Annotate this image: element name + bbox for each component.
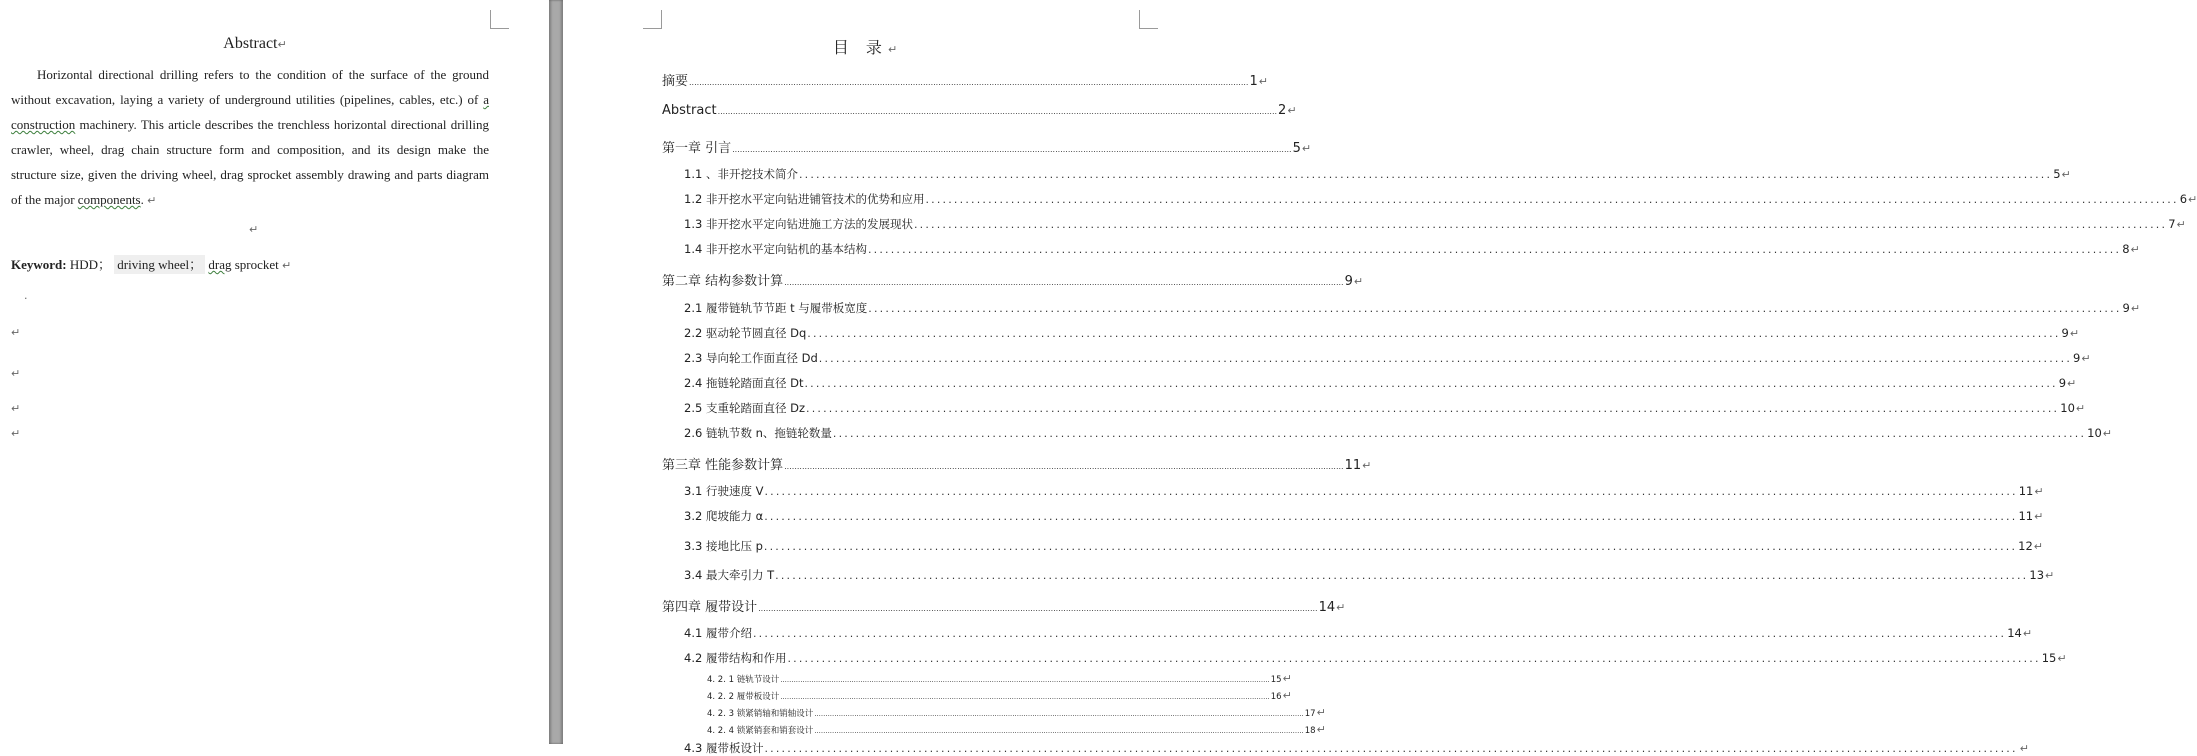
toc-leader-dots: ............................................................................................................................................................................................................................ [689,78,1249,87]
right-margin-corner-right [1139,10,1158,29]
toc-entry-page: 11 [2018,484,2034,498]
toc-entry-page: 1 [1249,74,1258,89]
page-gutter [549,0,563,744]
toc-entry-title: 4. 2. 1 链轨节设计 [707,675,780,685]
abstract-body[interactable] [11,62,489,213]
toc-entry-page: 13 [2029,568,2045,582]
toc-entry-title: 3.4 最大牵引力 T [684,568,775,582]
toc-entry-title: 第三章 性能参数计算 [662,458,784,473]
toc-entry-page: 9 [2073,351,2081,365]
keyword-label: Keyword: [11,257,67,272]
toc-leader-dots: ............................................................................................................................................................................................................................ [818,352,2073,365]
paragraph-mark: ↵ [2130,243,2140,256]
toc-entry-page: 18 [1304,726,1316,736]
toc-entry-title: 2.5 支重轮踏面直径 Dz [684,401,805,415]
toc-leader-dots: ............................................................................................................................................................................................................................ [868,302,2122,315]
toc-entry-title: 1.2 非开挖水平定向钻进铺管技术的优势和应用 [684,192,925,206]
paragraph-mark: ↵ [2034,485,2044,498]
toc-leader-dots: ............................................................................................................................................................................................................................ [764,485,2018,498]
toc-entry-title: 3.1 行驶速度 V [684,484,764,498]
toc-leader-dots: ............................................................................................................................................................................................................................ [787,652,2041,665]
toc-entry-title: 2.1 履带链轨节节距 t 与履带板宽度 [684,301,868,315]
toc-entry-page: 10 [2087,426,2102,440]
keyword-line[interactable] [11,254,291,273]
toc-entry[interactable] [707,723,1326,736]
toc-title [563,35,1167,58]
paragraph-mark: ↵ [249,223,259,236]
toc-entry-page: 14 [2007,626,2022,640]
toc-leader-dots: ............................................................................................................................................................................................................................ [784,278,1344,287]
toc-leader-dots: ............................................................................................................................................................................................................................ [814,710,1304,718]
paragraph-mark: ↵ [11,326,21,339]
paragraph-mark: ↵ [2034,510,2044,523]
keyword-value-2: driving wheel； [114,255,205,274]
toc-entry-page: 5 [1292,141,1301,156]
toc-entry[interactable] [684,375,2077,391]
toc-leader-dots: ............................................................................................................................................................................................................................ [717,107,1278,116]
paragraph-mark: ↵ [2188,193,2197,206]
toc-leader-dots: ............................................................................................................................................................................................................................ [925,193,2179,206]
toc-entry-page: 2 [1278,103,1287,118]
paragraph-mark: ↵ [1336,601,1346,614]
toc-entry[interactable] [707,706,1326,719]
toc-entry-title: 4.3 履带板设计 [684,741,764,755]
toc-entry-page: 7 [2168,217,2176,231]
toc-entry-title: 第二章 结构参数计算 [662,274,784,289]
toc-entry[interactable] [684,425,2112,441]
toc-entry[interactable] [662,596,1346,615]
toc-leader-dots: ............................................................................................................................................................................................................................ [764,742,2018,755]
toc-entry-page: 11 [1344,458,1362,473]
toc-entry-page: 9 [2122,301,2130,315]
toc-entry-title: 4.1 履带介绍 [684,626,752,640]
toc-leader-dots: ............................................................................................................................................................................................................................ [798,168,2053,181]
paragraph-mark: ↵ [1316,706,1326,719]
toc-leader-dots: ............................................................................................................................................................................................................................ [775,569,2029,582]
paragraph-mark: ↵ [1258,75,1268,88]
toc-leader-dots: ............................................................................................................................................................................................................................ [758,604,1318,613]
toc-leader-dots: ............................................................................................................................................................................................................................ [780,676,1270,684]
toc-entry-page: 9 [2061,326,2069,340]
toc-entry[interactable] [684,350,2091,366]
toc-entry[interactable] [662,103,1297,118]
toc-entry[interactable] [684,400,2086,416]
abstract-underlined-2: components [77,192,141,207]
paragraph-mark: ↵ [2075,402,2086,415]
left-page [0,0,549,744]
toc-entry[interactable] [684,216,2186,232]
toc-entry[interactable] [662,137,1312,156]
paragraph-mark: ↵ [1282,689,1292,702]
toc-entry[interactable] [662,70,1268,89]
toc-entry-title: 4. 2. 4 锁紧销套和销套设计 [707,726,814,736]
toc-entry-title: 2.4 拖链轮踏面直径 Dt [684,376,804,390]
toc-entry-title: 3.2 爬坡能力 α [684,509,764,523]
toc-entry-page: 15 [1270,675,1282,685]
toc-entry[interactable] [684,483,2044,499]
toc-entry[interactable] [684,166,2071,182]
paragraph-mark: ↵ [2057,652,2067,665]
paragraph-mark: ↵ [282,259,292,272]
toc-title-text: 目 录 [832,38,888,57]
toc-leader-dots: ............................................................................................................................................................................................................................ [732,145,1292,154]
toc-entry[interactable] [662,454,1372,473]
toc-entry[interactable] [684,300,2141,316]
left-margin-corner [490,10,509,29]
toc-entry-title: 4.2 履带结构和作用 [684,651,787,665]
paragraph-mark: ↵ [147,194,157,207]
abstract-underlined-1: a construction [11,92,489,132]
paragraph-mark: ↵ [1362,459,1372,472]
abstract-title-text: Abstract [223,35,278,52]
abstract-text-part3: . [140,192,148,207]
toc-entry-title: 2.2 驱动轮节圆直径 Dq [684,326,807,340]
paragraph-mark: ↵ [2069,327,2080,340]
toc-leader-dots: ............................................................................................................................................................................................................................ [784,462,1344,471]
paragraph-mark: ↵ [2130,302,2141,315]
toc-leader-dots: ............................................................................................................................................................................................................................ [804,377,2058,390]
paragraph-mark: ↵ [2102,427,2112,440]
paragraph-mark: ↵ [11,367,21,380]
toc-entry-title: 1.1 、非开挖技术简介 [684,167,798,181]
paragraph-mark: ↵ [1282,672,1292,685]
toc-entry[interactable] [684,508,2044,524]
toc-entry-page: 14 [1318,600,1336,615]
toc-leader-dots: ............................................................................................................................................................................................................................ [764,510,2018,523]
paragraph-mark: ↵ [11,402,21,415]
toc-leader-dots: ............................................................................................................................................................................................................................ [913,218,2168,231]
toc-leader-dots: ............................................................................................................................................................................................................................ [807,327,2061,340]
keyword-value-3: drag [208,257,232,272]
toc-entry[interactable] [707,689,1292,702]
toc-leader-dots: ............................................................................................................................................................................................................................ [780,693,1270,701]
small-mark: · [24,292,28,305]
paragraph-mark: ↵ [1287,104,1297,117]
keyword-value-4: sprocket [231,257,279,272]
toc-leader-dots: ............................................................................................................................................................................................................................ [867,243,2122,256]
right-margin-corner-left [643,10,662,29]
toc-entry[interactable] [684,650,2067,666]
toc-leader-dots: ............................................................................................................................................................................................................................ [752,627,2007,640]
toc-entry-page: 9 [2058,376,2067,390]
toc-entry-page: 16 [1270,692,1282,702]
toc-entry-page: 10 [2060,401,2075,415]
toc-entry-page: 9 [1344,274,1353,289]
toc-entry-page: 15 [2041,651,2057,665]
paragraph-mark: ↵ [277,38,287,51]
toc-entry-page: 12 [2018,539,2033,553]
toc-entry-page: 5 [2053,167,2061,181]
toc-entry[interactable] [684,191,2197,207]
toc-entry-title: 2.3 导向轮工作面直径 Dd [684,351,818,365]
toc-entry[interactable] [684,538,2044,554]
paragraph-mark: ↵ [887,43,898,56]
paragraph-mark: ↵ [2176,218,2186,231]
toc-entry-page: 6 [2179,192,2188,206]
abstract-text-part1: Horizontal directional drilling refers to the condition of the surface of the ground without excavation, laying a variety of underground utilities (pipelines, cables, etc.) of [11,67,489,107]
abstract-text-part2: machinery. This article describes the trenchless horizontal directional drilling crawler, wheel, drag chain structure form and composition, and its design make the structure size, given the driving wheel, drag sprocket assembly drawing and parts diagram of the major [11,117,489,207]
toc-entry-title: 4. 2. 3 锁紧销轴和销轴设计 [707,709,814,719]
paragraph-mark: ↵ [2022,627,2033,640]
toc-entry-title: 第一章 引言 [662,141,732,156]
toc-entry-title: 1.3 非开挖水平定向钻进施工方法的发展现状 [684,217,913,231]
toc-entry-title: 4. 2. 2 履带板设计 [707,692,780,702]
toc-leader-dots: ............................................................................................................................................................................................................................ [832,427,2087,440]
toc-leader-dots: ............................................................................................................................................................................................................................ [806,402,2060,415]
toc-entry-title: 3.3 接地比压 p [684,539,763,553]
toc-leader-dots: ............................................................................................................................................................................................................................ [814,727,1304,735]
toc-entry[interactable] [684,241,2140,257]
toc-entry[interactable] [684,567,2055,583]
toc-entry-page: 17 [1304,709,1316,719]
paragraph-mark: ↵ [2061,168,2071,181]
paragraph-mark: ↵ [2045,569,2055,582]
paragraph-mark: ↵ [2033,540,2044,553]
toc-entry-page: 11 [2018,509,2034,523]
right-page [563,0,2197,755]
toc-entry-title: Abstract [662,103,717,118]
toc-entry[interactable] [707,672,1292,685]
toc-entry[interactable] [662,270,1364,289]
abstract-title [0,35,510,53]
paragraph-mark: ↵ [2019,742,2029,755]
paragraph-mark: ↵ [11,427,21,440]
paragraph-mark: ↵ [1301,142,1312,155]
toc-entry-title: 第四章 履带设计 [662,600,758,615]
toc-entry[interactable] [684,325,2080,341]
paragraph-mark: ↵ [1353,275,1364,288]
keyword-value-1: HDD； [66,257,112,272]
toc-entry-title: 2.6 链轨节数 n、拖链轮数量 [684,426,832,440]
toc-entry-title: 摘要 [662,74,689,89]
paragraph-mark: ↵ [2081,352,2091,365]
paragraph-mark: ↵ [1316,723,1326,736]
toc-leader-dots: ............................................................................................................................................................................................................................ [763,540,2018,553]
toc-entry[interactable] [684,625,2033,641]
toc-entry-page: 8 [2122,242,2130,256]
toc-entry-title: 1.4 非开挖水平定向钻机的基本结构 [684,242,867,256]
paragraph-mark: ↵ [2067,377,2077,390]
toc-entry[interactable] [684,740,2029,756]
